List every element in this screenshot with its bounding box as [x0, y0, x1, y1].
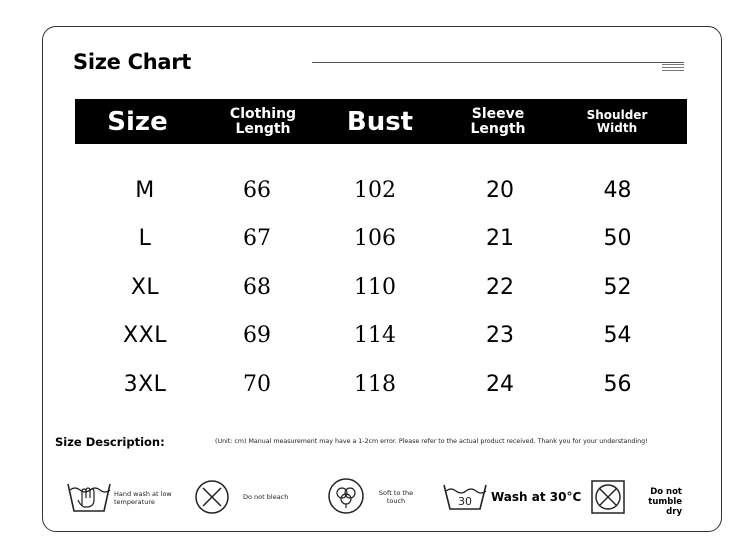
cell-bust: 114 — [354, 323, 396, 348]
table-row — [75, 312, 687, 361]
cell-sleeve-length: 20 — [486, 177, 514, 203]
size-table-body — [75, 166, 687, 409]
cell-shoulder-width: 54 — [603, 323, 632, 348]
soft-touch-icon — [327, 477, 365, 515]
cell-sleeve-length: 22 — [486, 274, 514, 300]
no-bleach-icon — [194, 479, 230, 515]
cell-size: 3XL — [123, 371, 167, 397]
size-description-label: Size Description: — [55, 435, 165, 449]
table-row — [75, 360, 687, 409]
cell-shoulder-width: 52 — [603, 274, 632, 300]
cell-clothing-length: 67 — [243, 226, 271, 251]
cell-clothing-length: 66 — [243, 177, 271, 203]
menu-lines-icon — [662, 64, 684, 74]
size-description-text: (Unit: cm) Manual measurement may have a 1-2cm error. Please refer to the actual product received. Thank you for your understanding! — [215, 438, 648, 445]
cell-size: XXL — [123, 323, 167, 348]
no-tumble-dry-icon — [590, 479, 626, 515]
table-row — [75, 166, 687, 215]
wash-30-icon — [442, 483, 488, 511]
no-tumble-dry-label: Do not tumble dry — [648, 487, 682, 517]
cell-size: L — [138, 226, 152, 251]
header-shoulder-width: Shoulder Width — [586, 107, 648, 135]
soft-touch-label: Soft to the touch — [378, 489, 414, 505]
cell-sleeve-length: 21 — [486, 226, 514, 251]
table-header — [75, 99, 687, 144]
hand-wash-label: Hand wash at low temperature — [114, 490, 172, 506]
hand-wash-icon — [66, 478, 112, 514]
header-size: Size — [107, 106, 168, 137]
cell-clothing-length: 68 — [243, 274, 271, 300]
cell-clothing-length: 70 — [243, 371, 271, 397]
cell-sleeve-length: 23 — [486, 323, 514, 348]
table-row — [75, 263, 687, 312]
cell-bust: 106 — [354, 226, 396, 251]
cell-size: M — [135, 177, 155, 203]
cell-shoulder-width: 50 — [603, 226, 632, 251]
header-sleeve-length: Sleeve Length — [470, 105, 526, 137]
cell-bust: 118 — [354, 371, 396, 397]
title-divider — [312, 62, 684, 63]
cell-bust: 102 — [354, 177, 396, 203]
cell-shoulder-width: 48 — [603, 177, 632, 203]
header-bust: Bust — [346, 106, 414, 137]
wash-temp-label: Wash at 30°C — [491, 490, 582, 504]
cell-clothing-length: 69 — [243, 323, 271, 348]
page-title: Size Chart — [73, 50, 192, 74]
cell-sleeve-length: 24 — [486, 371, 514, 397]
table-row — [75, 215, 687, 264]
cell-bust: 110 — [354, 274, 396, 300]
wash-temp-number: 30 — [458, 495, 472, 508]
cell-shoulder-width: 56 — [603, 371, 632, 397]
header-clothing-length: Clothing Length — [229, 105, 297, 137]
cell-size: XL — [130, 274, 160, 300]
no-bleach-label: Do not bleach — [243, 493, 289, 501]
